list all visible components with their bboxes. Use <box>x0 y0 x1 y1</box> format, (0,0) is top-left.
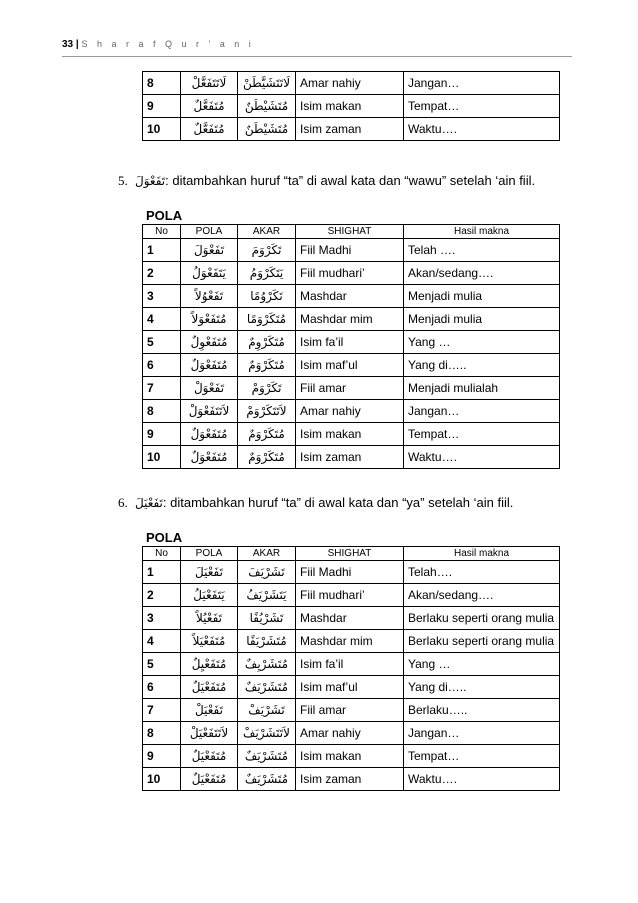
cell-pola: تَفَعْوُلاً <box>181 285 238 308</box>
table-row <box>143 699 560 722</box>
table-row <box>143 630 560 653</box>
cell-pola: تَفَعْيُلاً <box>181 607 238 630</box>
section-5-arabic-pattern: تَفَعْوَلَ <box>134 174 166 188</box>
cell-no: 7 <box>143 377 181 400</box>
cell-makna: Menjadi mulia <box>404 285 560 308</box>
cell-pola: يَتَفَعْوَلُ <box>181 262 238 285</box>
cell-akar: تَشَرْيُفًا <box>238 607 296 630</box>
table-row <box>143 331 560 354</box>
cell-akar: يَتَشَرْيَفُ <box>238 584 296 607</box>
table-row <box>143 95 560 118</box>
cell-pola: مُتَفَعْيَلٌ <box>181 676 238 699</box>
cell-shighat: Mashdar mim <box>296 308 404 331</box>
cell-shighat: Amar nahiy <box>296 72 404 95</box>
column-header: POLA <box>181 225 238 239</box>
column-header: No <box>143 225 181 239</box>
table-row <box>143 400 560 423</box>
cell-makna: Jangan… <box>404 72 560 95</box>
header-separator: | <box>73 39 82 50</box>
cell-shighat: Isim makan <box>296 95 404 118</box>
cell-makna: Telah…. <box>404 561 560 584</box>
cell-pola: مُتَفَعْوَلٌ <box>181 423 238 446</box>
cell-akar: لَاتَتَشَيَّطَنْ <box>238 72 296 95</box>
cell-no: 3 <box>143 285 181 308</box>
column-header: AKAR <box>238 547 296 561</box>
cell-akar: مُتَكَرْوِمٌ <box>238 331 296 354</box>
cell-akar: تَشَرْيَفَ <box>238 561 296 584</box>
table-row <box>143 239 560 262</box>
column-header: Hasil makna <box>404 225 560 239</box>
cell-makna: Berlaku….. <box>404 699 560 722</box>
header-divider <box>62 56 572 57</box>
cell-makna: Yang … <box>404 331 560 354</box>
cell-shighat: Fiil Madhi <box>296 561 404 584</box>
cell-akar: مُتَشَرْيَفٌ <box>238 745 296 768</box>
cell-shighat: Amar nahiy <box>296 722 404 745</box>
cell-akar: لاَتَتَشَرْيَفْ <box>238 722 296 745</box>
cell-no: 9 <box>143 95 181 118</box>
table-row <box>143 676 560 699</box>
cell-makna: Berlaku seperti orang mulia <box>404 607 560 630</box>
cell-akar: مُتَكَرْوَمٌ <box>238 423 296 446</box>
cell-no: 1 <box>143 561 181 584</box>
cell-no: 6 <box>143 676 181 699</box>
cell-no: 8 <box>143 72 181 95</box>
cell-shighat: Isim fa’il <box>296 331 404 354</box>
cell-akar: تَكَرْوُمًا <box>238 285 296 308</box>
table-row <box>143 285 560 308</box>
cell-akar: مُتَكَرْوَمًا <box>238 308 296 331</box>
cell-akar: تَكَرْوَمَ <box>238 239 296 262</box>
cell-shighat: Isim fa’il <box>296 653 404 676</box>
cell-shighat: Isim zaman <box>296 118 404 141</box>
cell-shighat: Isim zaman <box>296 768 404 791</box>
table-row <box>143 745 560 768</box>
cell-makna: Telah …. <box>404 239 560 262</box>
table-row <box>143 354 560 377</box>
table-row <box>143 584 560 607</box>
section-6-table-body <box>143 561 560 791</box>
cell-pola: لَاتَتَفَعَّلْ <box>181 72 238 95</box>
section-5-table <box>142 224 560 469</box>
section-5-header-row <box>143 225 560 239</box>
cell-shighat: Fiil mudhari’ <box>296 262 404 285</box>
cell-makna: Tempat… <box>404 745 560 768</box>
cell-pola: يَتَفَعْيَلُ <box>181 584 238 607</box>
cell-makna: Tempat… <box>404 95 560 118</box>
cell-shighat: Fiil amar <box>296 699 404 722</box>
section-5-description: : ditambahkan huruf “ta” di awal kata dan “wawu” setelah ‘ain fiil. <box>165 173 536 188</box>
cell-shighat: Fiil mudhari’ <box>296 584 404 607</box>
cell-makna: Jangan… <box>404 722 560 745</box>
cell-no: 5 <box>143 331 181 354</box>
cell-makna: Akan/sedang…. <box>404 262 560 285</box>
column-header: Hasil makna <box>404 547 560 561</box>
cell-akar: لاَتَتَكَرْوَمْ <box>238 400 296 423</box>
book-title: S h a r a f Q u r ' a n i <box>81 39 255 49</box>
table-row <box>143 446 560 469</box>
section-5-number: 5. <box>118 173 128 188</box>
cell-pola: مُتَفَعْيَلاً <box>181 630 238 653</box>
cell-shighat: Amar nahiy <box>296 400 404 423</box>
cell-makna: Berlaku seperti orang mulia <box>404 630 560 653</box>
cell-pola: مُتَفَعْوِلٌ <box>181 331 238 354</box>
cell-pola: مُتَفَعْيِلٌ <box>181 653 238 676</box>
column-header: SHIGHAT <box>296 225 404 239</box>
cell-no: 2 <box>143 262 181 285</box>
table-row <box>143 722 560 745</box>
cell-no: 1 <box>143 239 181 262</box>
cell-no: 9 <box>143 745 181 768</box>
section-6-arabic-pattern: تَفَعْيَلَ <box>134 496 163 510</box>
cell-pola: تَفَعْيَلَ <box>181 561 238 584</box>
cell-no: 10 <box>143 118 181 141</box>
table-row <box>143 118 560 141</box>
section-5-pola-label: POLA <box>146 208 183 223</box>
section-6-pola-label: POLA <box>146 530 183 545</box>
cell-pola: لاَتَتَفَعْيَلْ <box>181 722 238 745</box>
cell-no: 8 <box>143 400 181 423</box>
cell-makna: Tempat… <box>404 423 560 446</box>
cell-makna: Menjadi mulia <box>404 308 560 331</box>
cell-makna: Waktu…. <box>404 118 560 141</box>
cell-akar: مُتَشَرْيِفٌ <box>238 653 296 676</box>
cell-no: 3 <box>143 607 181 630</box>
table-row <box>143 607 560 630</box>
table-row <box>143 308 560 331</box>
cell-akar: مُتَشَرْيَفًا <box>238 630 296 653</box>
cell-shighat: Mashdar <box>296 607 404 630</box>
cell-pola: تَفَعْيَلْ <box>181 699 238 722</box>
page-number: 33 <box>62 39 74 50</box>
cell-shighat: Mashdar mim <box>296 630 404 653</box>
cell-pola: لاَتَتَفَعْوَلْ <box>181 400 238 423</box>
cell-no: 5 <box>143 653 181 676</box>
cell-shighat: Isim makan <box>296 423 404 446</box>
cell-shighat: Mashdar <box>296 285 404 308</box>
table-row <box>143 561 560 584</box>
cell-makna: Waktu…. <box>404 446 560 469</box>
section-5-paragraph <box>118 171 560 191</box>
cell-makna: Yang di….. <box>404 676 560 699</box>
cell-makna: Menjadi mulialah <box>404 377 560 400</box>
cell-pola: مُتَفَعَّلٌ <box>181 95 238 118</box>
table-row <box>143 653 560 676</box>
table-row <box>143 262 560 285</box>
cell-pola: تَفَعْوَلَ <box>181 239 238 262</box>
cell-pola: مُتَفَعْوَلاً <box>181 308 238 331</box>
cell-akar: مُتَشَرْيَفٌ <box>238 768 296 791</box>
cell-akar: تَكَرْوَمْ <box>238 377 296 400</box>
cell-no: 10 <box>143 446 181 469</box>
column-header: SHIGHAT <box>296 547 404 561</box>
cell-pola: مُتَفَعْيَلٌ <box>181 745 238 768</box>
cell-shighat: Fiil amar <box>296 377 404 400</box>
cell-shighat: Fiil Madhi <box>296 239 404 262</box>
column-header: POLA <box>181 547 238 561</box>
section-6-number: 6. <box>118 495 128 510</box>
cell-akar: تَشَرْيَفْ <box>238 699 296 722</box>
cell-shighat: Isim maf’ul <box>296 676 404 699</box>
cell-pola: مُتَفَعَّلٌ <box>181 118 238 141</box>
cell-no: 6 <box>143 354 181 377</box>
table-row <box>143 768 560 791</box>
cell-makna: Jangan… <box>404 400 560 423</box>
cell-makna: Waktu…. <box>404 768 560 791</box>
section-6-paragraph <box>118 493 560 513</box>
column-header: No <box>143 547 181 561</box>
cell-makna: Yang … <box>404 653 560 676</box>
cell-no: 10 <box>143 768 181 791</box>
cell-no: 8 <box>143 722 181 745</box>
cell-pola: مُتَفَعْوَلٌ <box>181 354 238 377</box>
cell-no: 4 <box>143 630 181 653</box>
cell-akar: مُتَكَرْوَمٌ <box>238 354 296 377</box>
cell-no: 7 <box>143 699 181 722</box>
cell-akar: مُتَكَرْوَمٌ <box>238 446 296 469</box>
cell-makna: Yang di….. <box>404 354 560 377</box>
continued-table <box>142 71 560 141</box>
cell-akar: مُتَشَرْيَفٌ <box>238 676 296 699</box>
section-6-header-row <box>143 547 560 561</box>
cell-akar: يَتَكَرْوَمُ <box>238 262 296 285</box>
cell-pola: تَفَعْوَلْ <box>181 377 238 400</box>
cell-pola: مُتَفَعْوَلٌ <box>181 446 238 469</box>
cell-shighat: Isim makan <box>296 745 404 768</box>
section-6-description: : ditambahkan huruf “ta” di awal kata dan “ya” setelah ‘ain fiil. <box>162 495 514 510</box>
cell-no: 2 <box>143 584 181 607</box>
table-row <box>143 72 560 95</box>
cell-no: 9 <box>143 423 181 446</box>
page-header <box>62 39 572 50</box>
table-row <box>143 377 560 400</box>
cell-akar: مُتَشَيْطَنٌ <box>238 118 296 141</box>
column-header: AKAR <box>238 225 296 239</box>
section-6-table <box>142 546 560 791</box>
cell-makna: Akan/sedang…. <box>404 584 560 607</box>
cell-akar: مُتَشَيْطَنٌ <box>238 95 296 118</box>
cell-pola: مُتَفَعْيَلٌ <box>181 768 238 791</box>
continued-table-body <box>143 72 560 141</box>
section-5-table-body <box>143 239 560 469</box>
cell-shighat: Isim maf’ul <box>296 354 404 377</box>
table-row <box>143 423 560 446</box>
cell-no: 4 <box>143 308 181 331</box>
cell-shighat: Isim zaman <box>296 446 404 469</box>
